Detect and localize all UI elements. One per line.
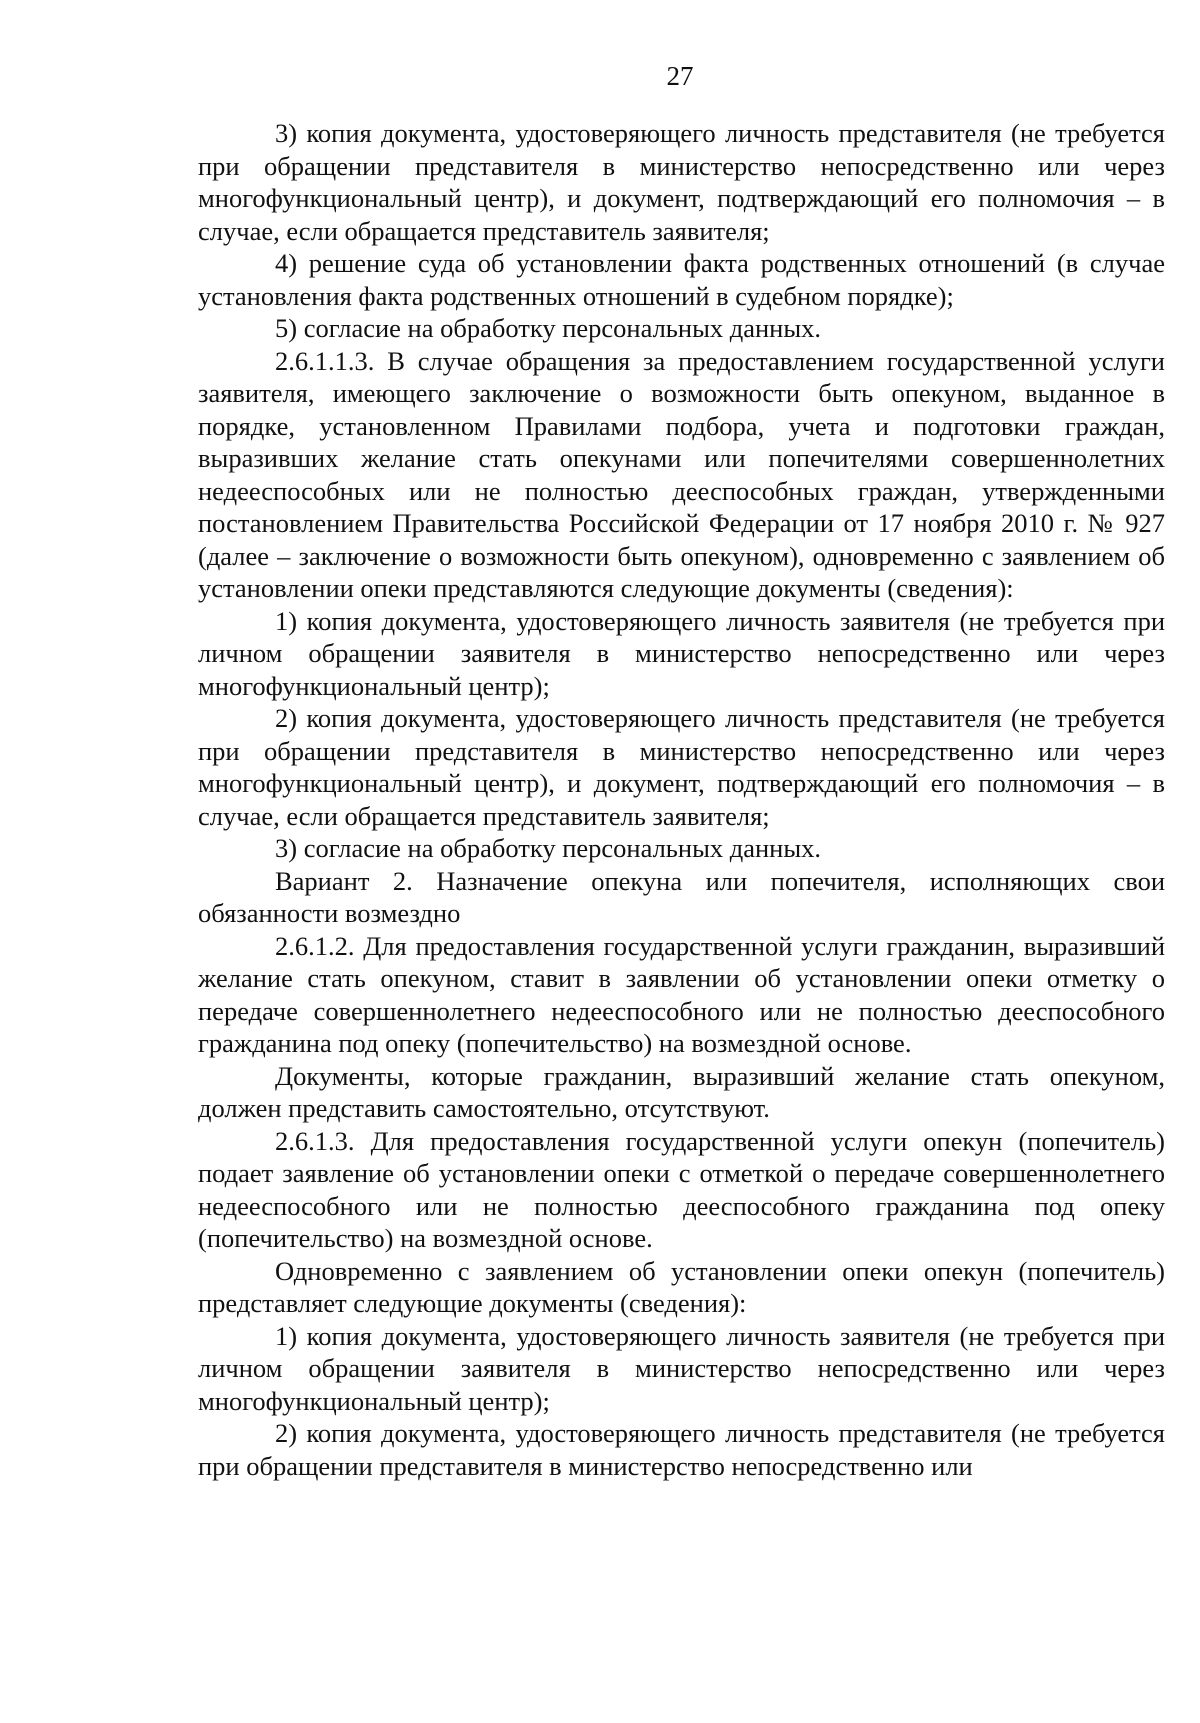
document-body bbox=[198, 117, 1165, 1482]
paragraph-item-1-applicant-id-2: 1) копия документа, удостоверяющего личность заявителя (не требуется при личном обращении заявителя в министерство непосредственно или через многофункциональный центр); bbox=[198, 1320, 1165, 1416]
paragraph-variant-2-heading: Вариант 2. Назначение опекуна или попечителя, исполняющих свои обязанности возмездно bbox=[198, 865, 1165, 928]
paragraph-no-documents: Документы, которые гражданин, выразивший желание стать опекуном, должен представить самостоятельно, отсутствуют. bbox=[198, 1060, 1165, 1123]
paragraph-clause-2-6-1-3: 2.6.1.3. Для предоставления государственной услуги опекун (попечитель) подает заявление об установлении опеки с отметкой о передаче совершеннолетнего недееспособного или не полностью дееспособного гражданина под опеку (попечительство) на возмездной основе. bbox=[198, 1125, 1165, 1253]
paragraph-item-3-consent: 3) согласие на обработку персональных данных. bbox=[275, 833, 822, 863]
paragraph-item-5-consent: 5) согласие на обработку персональных данных. bbox=[275, 313, 822, 343]
paragraph-clause-2-6-1-2: 2.6.1.2. Для предоставления государственной услуги гражданин, выразивший желание стать опекуном, ставит в заявлении об установлении опеки отметку о передаче совершеннолетнего недееспособного или не полностью дееспособного гражданина под опеку (попечительство) на возмездной основе. bbox=[198, 930, 1165, 1058]
page-number: 27 bbox=[666, 61, 694, 91]
paragraph-clause-2-6-1-1-3: 2.6.1.1.3. В случае обращения за предоставлением государственной услуги заявителя, имеющего заключение о возможности быть опекуном, выданное в порядке, установленном Правилами подбора, учета и подготовки граждан, выразивших желание стать опекунами или попечителями совершеннолетних недееспособных или не полностью дееспособных граждан, утвержденными постановлением Правительства Российской Федерации от 17 ноября 2010 г. № 927 (далее – заключение о возможности быть опекуном), одновременно с заявлением об установлении опеки представляются следующие документы (сведения): bbox=[198, 345, 1165, 603]
paragraph-item-3-representative-id: 3) копия документа, удостоверяющего личность представителя (не требуется при обращении представителя в министерство непосредственно или через многофункциональный центр), и документ, подтверждающий его полномочия – в случае, если обращается представитель заявителя; bbox=[198, 118, 1165, 246]
paragraph-item-2-representative-id: 2) копия документа, удостоверяющего личность представителя (не требуется при обращении представителя в министерство непосредственно или через многофункциональный центр), и документ, подтверждающий его полномочия – в случае, если обращается представитель заявителя; bbox=[198, 703, 1165, 831]
paragraph-simultaneously: Одновременно с заявлением об установлении опеки опекун (попечитель) представляет следующие документы (сведения): bbox=[198, 1255, 1165, 1318]
paragraph-item-2-representative-id-2: 2) копия документа, удостоверяющего личность представителя (не требуется при обращении представителя в министерство непосредственно или bbox=[198, 1418, 1165, 1481]
paragraph-item-4-court-decision: 4) решение суда об установлении факта родственных отношений (в случае установления факта родственных отношений в судебном порядке); bbox=[198, 248, 1165, 311]
paragraph-item-1-applicant-id: 1) копия документа, удостоверяющего личность заявителя (не требуется при личном обращении заявителя в министерство непосредственно или через многофункциональный центр); bbox=[198, 605, 1165, 701]
